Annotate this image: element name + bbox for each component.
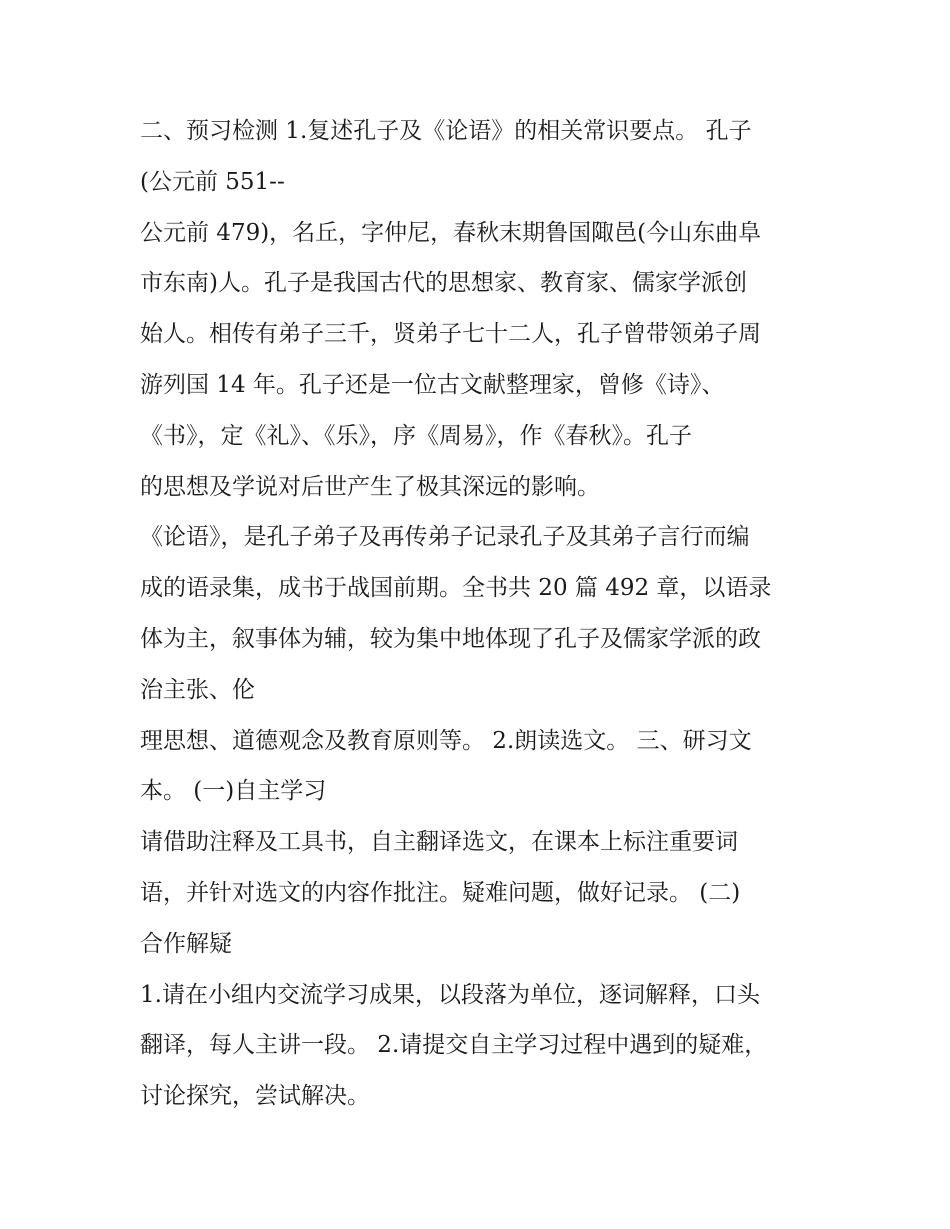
text-line: 公元前 479)，名丘，字仲尼，春秋末期鲁国陬邑(今山东曲阜 [140,219,762,246]
text-line: 治主张、伦 [140,676,255,703]
text-line: 游列国 14 年。孔子还是一位古文献整理家，曾修《诗》、 [140,371,725,398]
text-line: 本。 (一)自主学习 [140,778,327,805]
text-line: 讨论探究，尝试解决。 [140,1083,370,1110]
text-line: (公元前 551-- [140,168,285,195]
text-line: 翻译，每人主讲一段。 2.请提交自主学习过程中遇到的疑难， [140,1032,768,1059]
text-line: 《书》，定《礼》、《乐》，序《周易》，作《春秋》。孔子 [140,422,692,449]
text-line: 市东南)人。孔子是我国古代的思想家、教育家、儒家学派创 [140,270,747,297]
text-line: 体为主，叙事体为辅，较为集中地体现了孔子及儒家学派的政 [140,625,761,652]
text-line: 合作解疑 [140,930,232,957]
text-line: 1.请在小组内交流学习成果，以段落为单位，逐词解释，口头 [140,981,760,1008]
text-line: 《论语》，是孔子弟子及再传弟子记录孔子及其弟子言行而编 [140,524,750,551]
text-line: 的思想及学说对后世产生了极其深远的影响。 [140,473,600,500]
document-body [140,106,820,1122]
text-line: 始人。相传有弟子三千，贤弟子七十二人，孔子曾带领弟子周 [140,321,761,348]
text-line: 二、预习检测 1.复述孔子及《论语》的相关常识要点。 孔子 [140,118,752,144]
text-line: 成的语录集，成书于战国前期。全书共 20 篇 492 章，以语录 [140,575,772,602]
text-line: 语，并针对选文的内容作批注。疑难问题，做好记录。 (二) [140,879,741,906]
text-line: 请借助注释及工具书，自主翻译选文，在课本上标注重要词 [140,829,738,856]
text-line: 理思想、道德观念及教育原则等。 2.朗读选文。 三、研习文 [140,727,752,754]
